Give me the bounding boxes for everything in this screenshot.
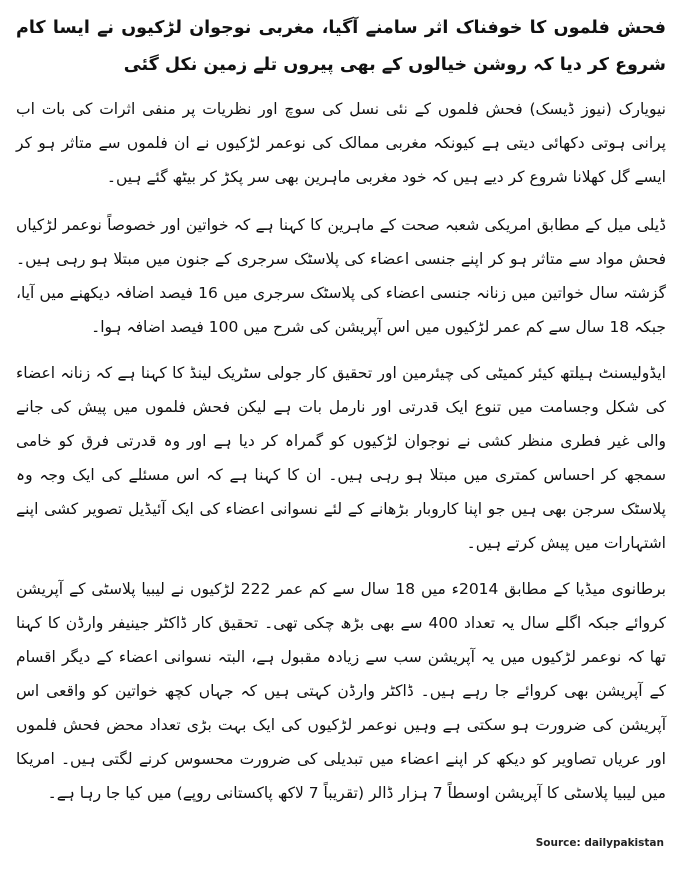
article-headline: فحش فلموں کا خوفناک اثر سامنے آگیا، مغربی نوجوان لڑکیوں نے ایسا کام شروع کر دیا کہ روشن خیالوں کے بھی پیروں تلے زمین نکل گئی [16, 18, 666, 75]
article [16, 10, 666, 822]
article-paragraph: نیویارک (نیوز ڈیسک) فحش فلموں کے نئی نسل کی سوچ اور نظریات پر منفی اثرات کی بات اب پرانی ہوتی دکھائی دیتی ہے کیونکہ مغربی ممالک کی نوعمر لڑکیوں نے ان فلموں سے متاثر ہو کر ایسے گل کھلانا شروع کر دیے ہیں کہ خود مغربی ماہرین بھی سر پکڑ کر بیٹھ گئے ہیں۔ [16, 100, 666, 186]
article-paragraph: برطانوی میڈیا کے مطابق 2014ء میں 18 سال سے کم عمر 222 لڑکیوں نے لیبیا پلاسٹی کے آپریشن کروائے جبکہ اگلے سال یہ تعداد 400 سے بھی بڑھ چکی تھی۔ تحقیق کار ڈاکٹر جینیفر وارڈن کا کہنا تھا کہ نوعمر لڑکیوں میں یہ آپریشن سب سے زیادہ مقبول ہے، البتہ نسوانی اعضاء کے دیگر اقسام کے آپریشن بھی کروائے جا رہے ہیں۔ ڈاکٹر وارڈن کہتی ہیں کہ جہاں کچھ خواتین کو واقعی اس آپریشن کی ضرورت ہو سکتی ہے وہیں نوعمر لڑکیوں کی ایک بہت بڑی تعداد محض فحش فلموں اور عریاں تصاویر کو دیکھ کر اپنے اعضاء میں تبدیلی کی ضرورت محسوس کرنے لگتی ہیں۔ امریکا میں لیبیا پلاسٹی کا آپریشن اوسطاً 7 ہزار ڈالر (تقریباً 7 لاکھ پاکستانی روپے) میں کیا جا رہا ہے۔ [16, 580, 667, 802]
article-paragraph: ایڈولیسنٹ ہیلتھ کیئر کمیٹی کی چیئرمین اور تحقیق کار جولی سٹریک لینڈ کا کہنا ہے کہ زنانہ اعضاء کی شکل وجسامت میں تنوع ایک قدرتی اور نارمل بات ہے لیکن فحش فلموں میں پیش کی جانے والی غیر فطری منظر کشی نے نوجوان لڑکیوں کو گمراہ کر دیا ہے اور وہ قدرتی فرق کو خامی سمجھ کر احساس کمتری میں مبتلا ہو رہی ہیں۔ ان کا کہنا ہے کہ اس مسئلے کی ایک وجہ وہ پلاسٹک سرجن بھی ہیں جو اپنا کاروبار بڑھانے کے لئے نسوانی اعضاء کی ایک آئیڈیل تصویر کشی اپنے اشتہارات میں پیش کرتے ہیں۔ [16, 364, 666, 552]
source-credit: Source: dailypakistan [535, 837, 664, 849]
article-paragraph: ڈیلی میل کے مطابق امریکی شعبہ صحت کے ماہرین کا کہنا ہے کہ خواتین اور خصوصاً نوعمر لڑکیاں فحش مواد سے متاثر ہو کر اپنے جنسی اعضاء کی پلاسٹک سرجری کے جنون میں مبتلا ہو رہی ہیں۔ گزشتہ سال خواتین میں زنانہ جنسی اعضاء کی پلاسٹک سرجری میں 16 فیصد اضافہ دیکھنے میں آیا، جبکہ 18 سال سے کم عمر لڑکیوں میں اس آپریشن کی شرح میں 100 فیصد اضافہ ہوا۔ [16, 216, 666, 336]
